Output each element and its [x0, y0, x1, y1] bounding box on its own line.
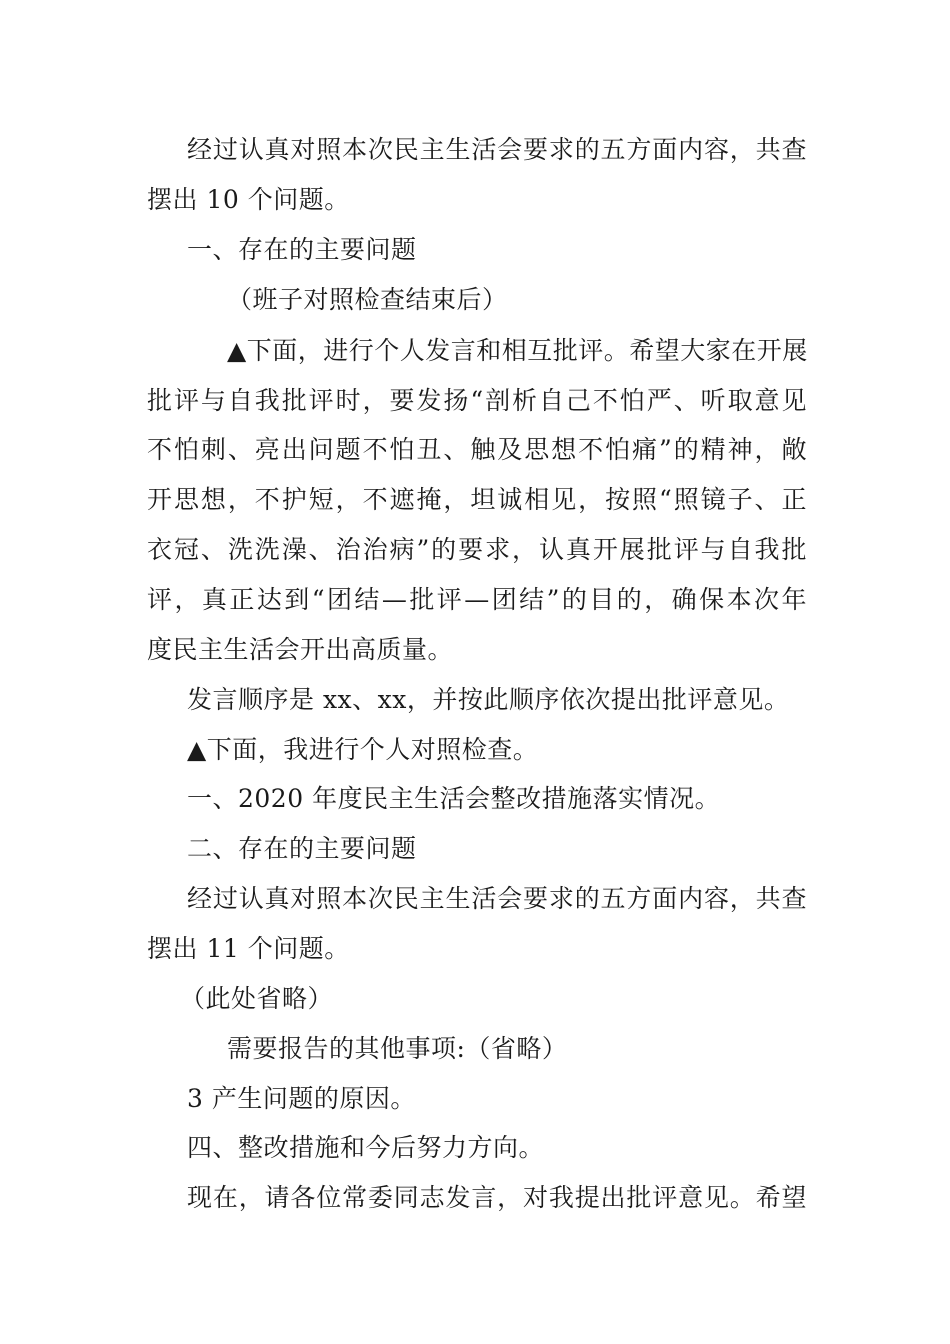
paragraph-line: 经过认真对照本次民主生活会要求的五方面内容，共查 [187, 884, 807, 913]
paragraph-line: 经过认真对照本次民主生活会要求的五方面内容，共查 [187, 135, 807, 164]
paragraph-line: ▲下面，我进行个人对照检查。 [187, 735, 539, 764]
paragraph-line: 摆出 10 个问题。 [147, 185, 350, 214]
paragraph-line: 不怕刺、亮出问题不怕丑、触及思想不怕痛”的精神，敞 [147, 435, 807, 464]
paragraph-line: 衣冠、洗洗澡、治治病”的要求，认真开展批评与自我批 [147, 535, 807, 564]
section-heading: 一、2020 年度民主生活会整改措施落实情况。 [187, 784, 721, 813]
section-heading: 一、存在的主要问题 [187, 235, 417, 264]
note-line: （此处省略） [180, 984, 334, 1013]
paragraph-line: 批评与自我批评时，要发扬“剖析自己不怕严、听取意见 [147, 386, 807, 415]
paragraph-line: 摆出 11 个问题。 [147, 934, 350, 963]
paragraph-line: 开思想，不护短，不遮掩，坦诚相见，按照“照镜子、正 [147, 485, 807, 514]
paragraph-line: 评，真正达到“团结—批评—团结”的目的，确保本次年 [147, 585, 807, 614]
paragraph-line: 需要报告的其他事项:（省略） [227, 1034, 568, 1063]
note-line: （班子对照检查结束后） [227, 285, 508, 314]
section-heading: 二、存在的主要问题 [187, 834, 417, 863]
paragraph-line: 度民主生活会开出高质量。 [147, 635, 454, 664]
paragraph-line: 现在，请各位常委同志发言，对我提出批评意见。希望 [187, 1183, 807, 1212]
paragraph-line: ▲下面，进行个人发言和相互批评。希望大家在开展 [227, 336, 808, 365]
paragraph-line: 3 产生问题的原因。 [187, 1084, 416, 1113]
section-heading: 四、整改措施和今后努力方向。 [187, 1133, 545, 1162]
paragraph-line: 发言顺序是 xx、xx，并按此顺序依次提出批评意见。 [187, 685, 790, 714]
